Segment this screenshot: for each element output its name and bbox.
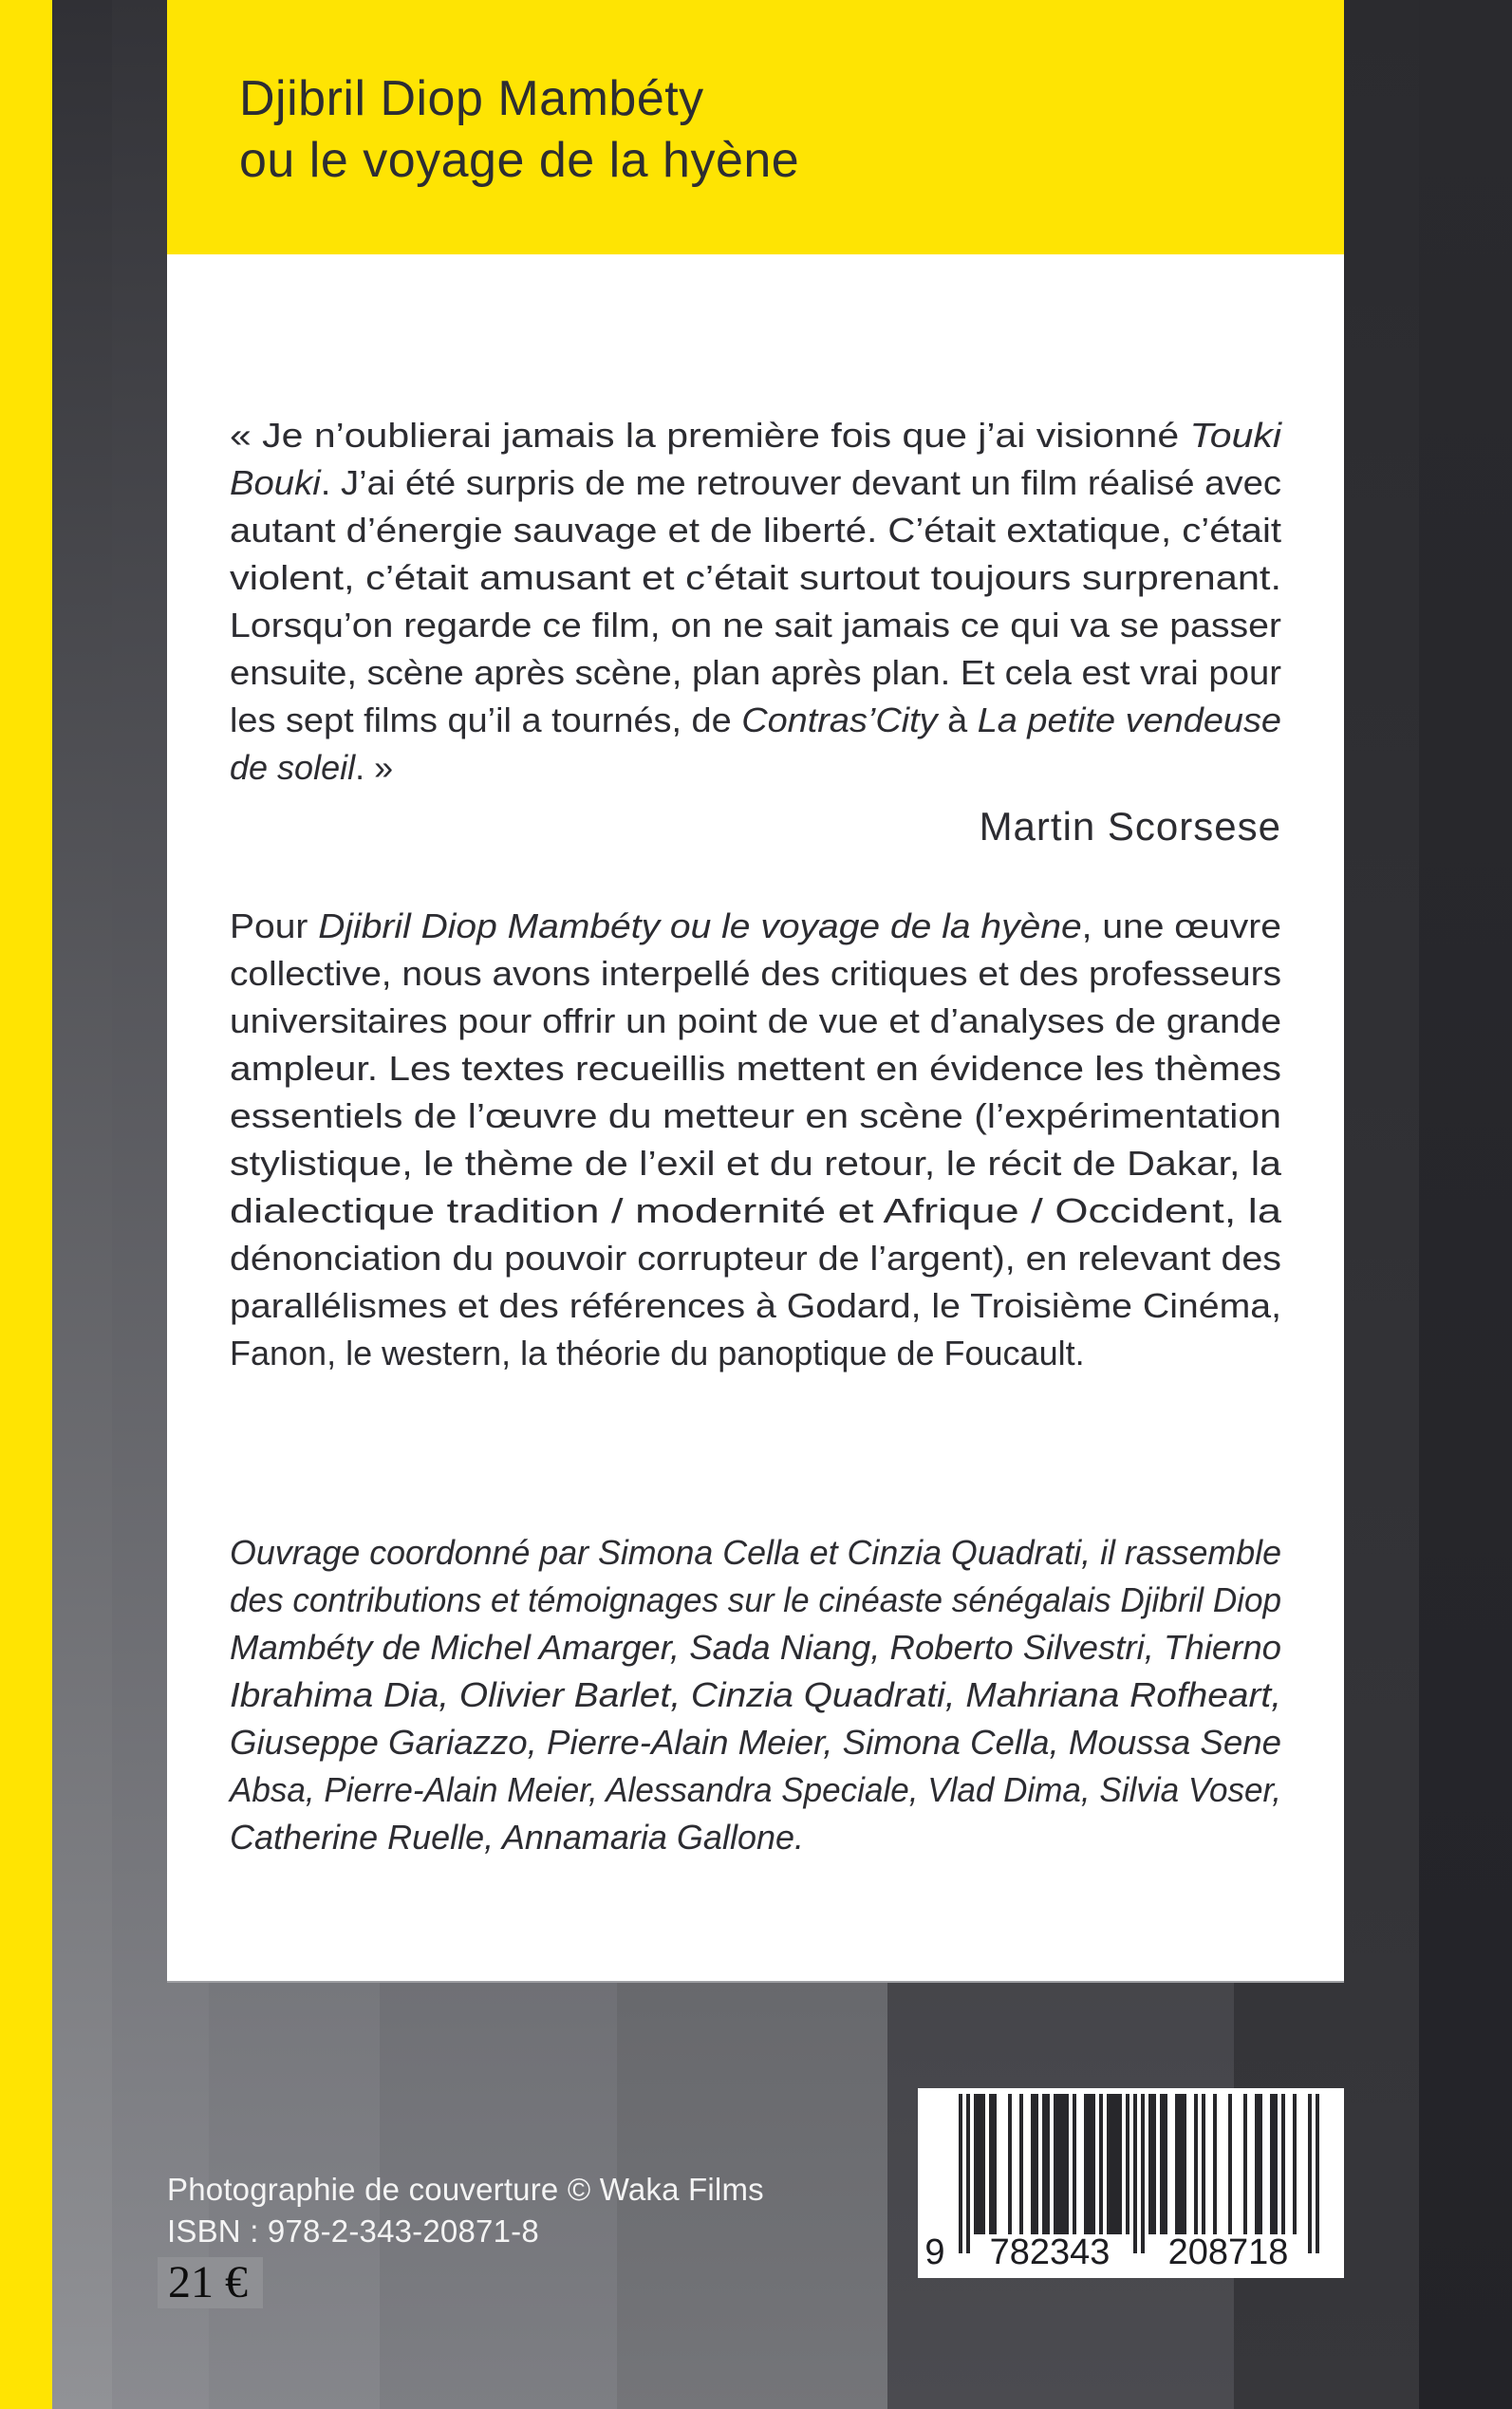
text-segment: autant d’énergie sauvage et de liberté. C’était extatique, c’était	[230, 511, 1281, 550]
text-line	[230, 1814, 804, 1861]
text-line	[230, 950, 1281, 998]
text-segment: collective, nous avons interpellé des critiques et des professeurs	[230, 954, 1281, 993]
barcode-bar	[1213, 2094, 1217, 2234]
text-line	[230, 697, 1281, 744]
text-line	[230, 1330, 1085, 1377]
isbn-line: ISBN : 978-2-343-20871-8	[167, 2213, 539, 2249]
text-line	[230, 1187, 1281, 1235]
text-segment: ampleur. Les textes recueillis mettent en évidence les thèmes	[230, 1049, 1281, 1088]
italic-text: Contras’City	[741, 700, 938, 739]
barcode-bar	[1281, 2094, 1285, 2234]
text-segment: violent, c’était amusant et c’était surtout toujours surprenant.	[230, 558, 1281, 597]
barcode-bar	[1259, 2094, 1262, 2234]
text-line	[230, 744, 393, 792]
text-line	[230, 1624, 1281, 1671]
quote-attribution: Martin Scorsese	[979, 804, 1281, 849]
text-line	[230, 1719, 1281, 1766]
text-segment: dénonciation du pouvoir corrupteur de l’argent), en relevant des	[230, 1239, 1281, 1278]
barcode-bar	[959, 2094, 962, 2253]
text-line	[230, 1235, 1281, 1282]
text-line	[230, 649, 1281, 697]
barcode-bar	[1194, 2094, 1198, 2234]
text-line	[230, 1766, 1281, 1814]
barcode-bar	[1243, 2094, 1247, 2234]
text-segment: essentiels de l’œuvre du metteur en scène (l’expérimentation	[230, 1096, 1281, 1135]
background-stripe	[52, 0, 112, 2409]
text-line	[230, 1671, 1281, 1719]
book-title-line2: ou le voyage de la hyène	[239, 133, 800, 188]
barcode-bar	[1019, 2094, 1023, 2234]
text-line	[230, 554, 1281, 602]
text-line	[230, 602, 1281, 649]
barcode-bar	[1099, 2094, 1103, 2234]
synopsis-paragraph	[230, 903, 1281, 1377]
text-line	[230, 1045, 1281, 1092]
italic-text: Bouki	[230, 463, 321, 502]
barcode-bar	[1308, 2094, 1312, 2253]
barcode-bar	[1133, 2094, 1137, 2253]
text-segment: universitaires pour offrir un point de vue et d’analyses de grande	[230, 1001, 1281, 1040]
barcode-bar	[1035, 2094, 1038, 2234]
text-segment: stylistique, le thème de l’exil et du retour, le récit de Dakar, la	[230, 1144, 1281, 1183]
italic-text: Absa, Pierre-Alain Meier, Alessandra Speciale, Vlad Dima, Silvia Voser,	[230, 1770, 1281, 1809]
text-line	[230, 1140, 1281, 1187]
barcode-bar	[1118, 2094, 1122, 2234]
italic-text: Touki	[1189, 416, 1281, 455]
background-stripe	[0, 0, 52, 2409]
barcode-bar	[1274, 2094, 1278, 2234]
content-panel	[167, 254, 1344, 1983]
barcode-bar	[993, 2094, 997, 2234]
barcode-left-digits: 782343	[989, 2232, 1111, 2272]
barcode-bar	[1073, 2094, 1076, 2234]
text-line	[230, 1577, 1281, 1624]
barcode-bar	[1141, 2094, 1145, 2253]
barcode-bar	[1046, 2094, 1050, 2234]
barcode-bar	[1202, 2094, 1205, 2234]
text-line	[230, 1529, 1281, 1577]
barcode-bar	[1065, 2094, 1069, 2234]
barcode-bar	[1092, 2094, 1095, 2234]
background-stripe	[1419, 0, 1512, 2409]
barcode-bar	[1316, 2094, 1319, 2253]
text-line	[230, 1092, 1281, 1140]
book-title-line1: Djibril Diop Mambéty	[239, 71, 704, 126]
italic-text: de soleil	[230, 748, 356, 787]
contributors-paragraph	[230, 1529, 1281, 1861]
barcode	[918, 2088, 1344, 2278]
text-line	[230, 412, 1281, 459]
barcode-bar	[1183, 2094, 1186, 2234]
text-segment: . »	[355, 748, 394, 787]
barcode-bar	[1293, 2094, 1297, 2234]
italic-text: Ibrahima Dia, Olivier Barlet, Cinzia Quadrati, Mahriana Rofheart,	[230, 1675, 1281, 1714]
italic-text: Djibril Diop Mambéty ou le voyage de la hyène	[318, 906, 1082, 945]
text-segment: « Je n’oublierai jamais la première fois que j’ai visionné	[230, 416, 1190, 455]
barcode-bar	[1152, 2094, 1156, 2234]
photo-credit: Photographie de couverture © Waka Films	[167, 2172, 764, 2207]
scorsese-quote	[230, 412, 1281, 792]
barcode-bar	[981, 2094, 985, 2234]
text-segment: ensuite, scène après scène, plan après plan. Et cela est vrai pour	[230, 653, 1281, 692]
barcode-bar	[1008, 2094, 1012, 2234]
text-segment: Lorsqu’on regarde ce film, on ne sait jamais ce qui va se passer	[230, 606, 1281, 644]
text-segment: les sept films qu’il a tournés, de	[230, 700, 742, 739]
text-line	[230, 998, 1281, 1045]
barcode-right-digits: 208718	[1167, 2232, 1289, 2272]
barcode-bar	[1228, 2094, 1232, 2234]
barcode-bar	[1164, 2094, 1167, 2234]
italic-text: La petite vendeuse	[977, 700, 1281, 739]
book-title	[239, 68, 799, 192]
text-segment: dialectique tradition / modernité et Afrique / Occident, la	[230, 1191, 1281, 1230]
italic-text: Mambéty de Michel Amarger, Sada Niang, Roberto Silvestri, Thierno	[230, 1628, 1281, 1667]
text-line	[230, 1282, 1281, 1330]
text-segment: Pour	[230, 906, 319, 945]
footer-credits	[167, 2169, 764, 2252]
price-tag: 21 €	[158, 2257, 263, 2308]
text-segment: parallélismes et des références à Godard, le Troisième Cinéma,	[230, 1286, 1281, 1325]
barcode-bar	[1126, 2094, 1129, 2234]
italic-text: Giuseppe Gariazzo, Pierre-Alain Meier, Simona Cella, Moussa Sene	[230, 1723, 1281, 1762]
text-segment: . J’ai été surpris de me retrouver devant un film réalisé avec	[320, 463, 1281, 502]
italic-text: des contributions et témoignages sur le cinéaste sénégalais Djibril Diop	[230, 1580, 1281, 1619]
title-band	[167, 0, 1344, 254]
italic-text: Ouvrage coordonné par Simona Cella et Cinzia Quadrati, il rassemble	[230, 1533, 1281, 1572]
text-segment: Fanon, le western, la théorie du panoptique de Foucault.	[230, 1334, 1085, 1373]
text-line	[230, 903, 1281, 950]
text-line	[230, 459, 1281, 507]
italic-text: Catherine Ruelle, Annamaria Gallone.	[230, 1818, 805, 1857]
text-segment: à	[937, 700, 978, 739]
text-segment: , une œuvre	[1081, 906, 1281, 945]
text-line	[230, 507, 1281, 554]
barcode-lead-digit: 9	[924, 2232, 945, 2272]
